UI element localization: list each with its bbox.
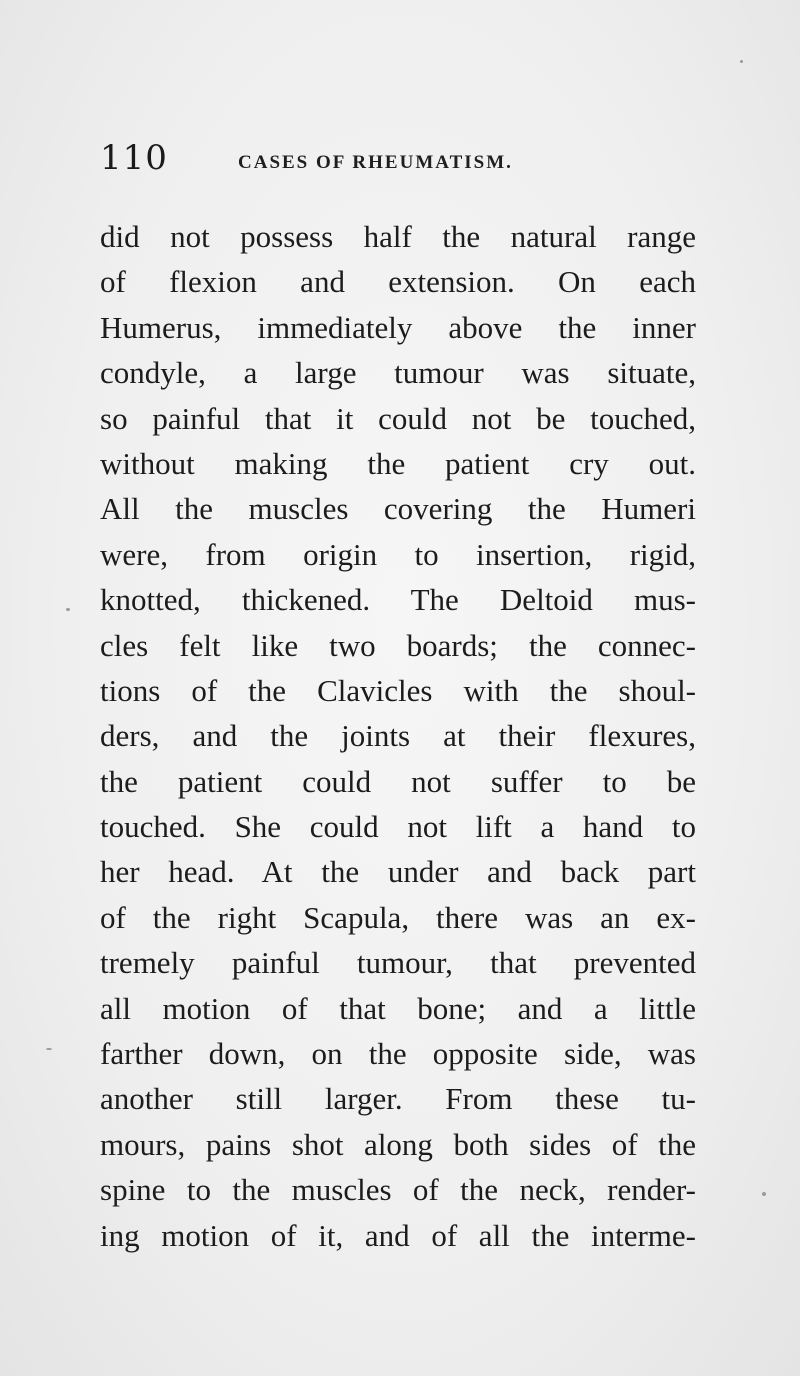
text-line: Humerus, immediately above the inner [100, 309, 696, 345]
text-line: knotted, thickened. The Deltoid mus- [100, 582, 696, 618]
body-text [100, 214, 696, 1258]
text-line: farther down, on the opposite side, was [100, 1036, 696, 1072]
text-line: another still larger. From these tu- [100, 1081, 696, 1117]
paper-speck [762, 1192, 766, 1196]
page-header [100, 138, 700, 188]
text-line: spine to the muscles of the neck, render- [100, 1172, 696, 1208]
paper-speck [46, 1048, 52, 1050]
text-line: did not possess half the natural range [100, 219, 696, 254]
text-line: of the right Scapula, there was an ex- [100, 899, 696, 935]
page-number: 110 [100, 138, 168, 178]
text-line: tions of the Clavicles with the shoul- [100, 672, 696, 708]
text-line: were, from origin to insertion, rigid, [100, 536, 696, 572]
paper-speck [66, 608, 70, 611]
text-line: of flexion and extension. On each [100, 264, 696, 300]
text-line: all motion of that bone; and a little [100, 990, 696, 1026]
text-line: cles felt like two boards; the connec- [100, 627, 696, 663]
text-line: condyle, a large tumour was situate, [100, 355, 696, 391]
paper-speck [740, 60, 743, 63]
text-line: without making the patient cry out. [100, 445, 696, 481]
text-line: the patient could not suffer to be [100, 763, 696, 799]
text-line: her head. At the under and back part [100, 854, 696, 890]
text-line: tremely painful tumour, that prevented [100, 945, 696, 981]
running-head: CASES OF RHEUMATISM. [238, 152, 513, 173]
text-line: All the muscles covering the Humeri [100, 491, 696, 527]
text-line: mours, pains shot along both sides of the [100, 1126, 696, 1162]
text-line: touched. She could not lift a hand to [100, 809, 696, 845]
text-line: ders, and the joints at their flexures, [100, 718, 696, 754]
text-line: ing motion of it, and of all the interme- [100, 1217, 696, 1253]
text-line: so painful that it could not be touched, [100, 400, 696, 436]
